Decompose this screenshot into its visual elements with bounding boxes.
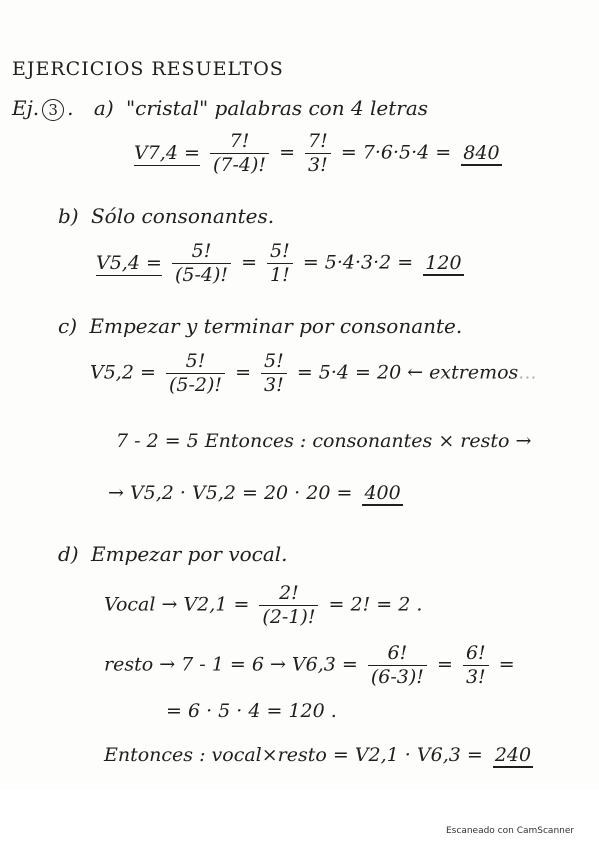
part-a-fraction-2: $\frac{7!}{3!}$ — [305, 132, 331, 175]
part-b-result: 120 — [425, 251, 462, 274]
page-title: EJERCICIOS RESUELTOS — [12, 58, 284, 80]
exercise-number-circle: 3 — [42, 99, 64, 121]
part-c-fraction-2: $\frac{5!}{3!}$ — [261, 352, 287, 395]
part-b-fraction-2: $\frac{5!}{1!}$ — [267, 242, 293, 285]
part-d-label: d) — [58, 542, 79, 566]
part-d-resto-line: resto → 7 - 1 = 6 → V6,3 = $\frac{6!}{(6-3)!}$ = $\frac{6!}{3!}$ = — [104, 642, 515, 688]
part-d-fraction-3: $\frac{6!}{3!}$ — [463, 644, 489, 687]
part-c-line-3 — [108, 484, 403, 506]
part-a-text: "cristal" palabras con 4 letras — [125, 96, 429, 120]
part-a-lhs: V7,4 = — [134, 141, 200, 164]
part-d-header — [58, 544, 288, 564]
part-a-product: = 7·6·5·4 = — [340, 141, 452, 164]
part-c-line-2: 7 - 2 = 5 Entonces : consonantes × resto → — [116, 430, 532, 452]
exercise-a-header: Ej. 3 . a) "cristal" palabras con 4 letras — [12, 96, 429, 120]
part-c-product: = 5·4 = 20 ← extremos — [296, 361, 519, 384]
part-d-final-line — [104, 746, 533, 768]
part-a-equation: V7,4 = $\frac{7!}{(7-4)!}$ = $\frac{7!}{3!}$ = 7·6·5·4 = 840 — [134, 130, 500, 176]
part-c-lhs: V5,2 = — [90, 361, 156, 384]
part-b-fraction-1: $\frac{5!}{(5-4)!}$ — [172, 242, 231, 285]
part-d-vocal-result: = 2! = 2 . — [328, 593, 423, 616]
part-a-label: a) — [93, 96, 114, 120]
part-c-equation: V5,2 = $\frac{5!}{(5-2)!}$ = $\frac{5!}{3!}$ = 5·4 = 20 ← extremos... — [90, 350, 537, 396]
scanner-watermark: Escaneado con CamScanner — [446, 826, 575, 836]
part-b-equation: V5,4 = $\frac{5!}{(5-4)!}$ = $\frac{5!}{1!}$ = 5·4·3·2 = 120 — [96, 240, 462, 286]
part-d-result: 240 — [494, 744, 532, 766]
part-d-line-3: = 6 · 5 · 4 = 120 . — [166, 700, 337, 722]
part-d-resto-expr: resto → 7 - 1 = 6 → V6,3 = — [104, 653, 358, 676]
part-c-fraction-1: $\frac{5!}{(5-2)!}$ — [166, 352, 225, 395]
part-d-final-expr: Entonces : vocal×resto = V2,1 · V6,3 = — [104, 744, 483, 766]
part-b-label: b) — [58, 204, 79, 228]
part-c-product-expr: → V5,2 · V5,2 = 20 · 20 = — [108, 482, 353, 504]
part-c-label: c) — [58, 314, 78, 338]
part-b-text: Sólo consonantes. — [90, 204, 275, 228]
part-a-fraction-1: $\frac{7!}{(7-4)!}$ — [210, 132, 269, 175]
part-b-product: = 5·4·3·2 = — [302, 251, 414, 274]
part-c-text: Empezar y terminar por consonante. — [89, 314, 463, 338]
exercise-label: Ej. — [12, 96, 40, 120]
faint-text: ... — [518, 361, 537, 384]
part-d-vocal-line — [104, 584, 422, 627]
part-c-header — [58, 316, 462, 336]
part-b-lhs: V5,4 = — [96, 251, 162, 274]
part-d-text: Empezar por vocal. — [90, 542, 288, 566]
part-d-fraction-2: $\frac{6!}{(6-3)!}$ — [368, 644, 427, 687]
part-b-header — [58, 206, 274, 226]
part-c-result: 400 — [364, 482, 401, 504]
part-d-fraction-1: $\frac{2!}{(2-1)!}$ — [259, 584, 318, 627]
part-a-result: 840 — [463, 141, 500, 164]
part-d-vocal-expr: Vocal → V2,1 = — [104, 593, 250, 616]
